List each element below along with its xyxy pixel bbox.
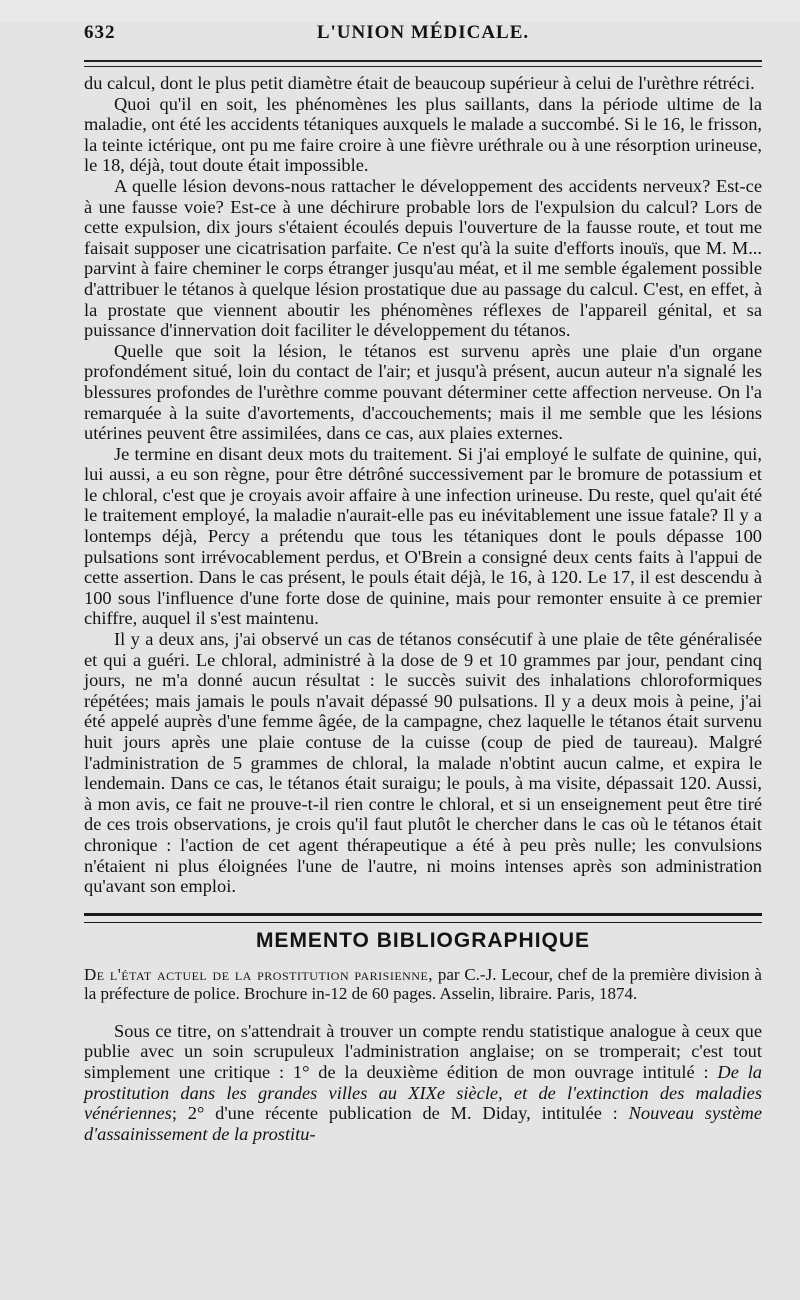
- entry-heading: De l'état actuel de la prostitution parisienne,: [84, 964, 434, 984]
- paragraph: Je termine en disant deux mots du traitement. Si j'ai employé le sulfate de quinine, qui, lui aussi, a eu son règne, pour être détrôné successivement par le bromure de potassium et le chloral, c'est que je croyais avoir affaire à une infection urineuse. Du reste, quel qu'ait été le traitement employé, la maladie n'aurait-elle pas eu inévitablement une issue fatale? Il y a lontemps déjà, Percy a prétendu que tous les tétaniques dont le pouls dépasse 100 pulsations sont irrévocablement perdus, et O'Brein a consigné deux cents faits à l'appui de cette assertion. Dans le cas présent, le pouls était déjà, le 16, à 120. Le 17, il est descendu à 100 sous l'influence d'une forte dose de quinine, mais pour remonter ensuite à ce premier chiffre, auquel il s'est maintenu.: [84, 443, 762, 629]
- section-title: MEMENTO BIBLIOGRAPHIQUE: [255, 928, 591, 952]
- book-title: Nouveau système d'assainissement de la prostitu-: [84, 1103, 762, 1144]
- entry-details: par C.-J. Lecour, chef de la première division à la préfecture de police. Brochure in-12 de 60 pages. Asselin, libraire. Paris, 1874.: [84, 964, 762, 1003]
- paragraph: Il y a deux ans, j'ai observé un cas de tétanos consécutif à une plaie de tête généralisée et qui a guéri. Le chloral, administré à la dose de 9 et 10 grammes par jour, pendant cinq jours, ne m'a donné aucun résultat : le succès suivit des inhalations chloroformiques répétées; mais jamais le pouls n'avait dépassé 90 pulsations. Il y a deux mois à peine, j'ai été appelé auprès d'une femme âgée, de la campagne, chez laquelle le tétanos était survenu huit jours après une plaie contuse de la cuisse (coup de pied de taureau). Malgré l'administration de 5 grammes de chloral, la malade n'obtint aucun calme, et expira le lendemain. Dans ce cas, le tétanos était suraigu; le pouls, à ma visite, dépassait 120. Aussi, à mon avis, ce fait ne prouve-t-il rien contre le chloral, et si un enseignement peut être tiré de ces trois observations, je crois qu'il faut plutôt le chercher dans le cas où le tétanos était chronique : l'action de cet agent thérapeutique a été à peu près nulle; les convulsions n'étaient ni plus éloignées l'une de l'autre, ni moins intenses après son administration qu'avant son emploi.: [84, 629, 762, 897]
- paragraph: [84, 1021, 762, 1145]
- page-number: 632: [84, 22, 116, 43]
- running-title: L'UNION MÉDICALE.: [316, 22, 530, 43]
- paragraph: A quelle lésion devons-nous rattacher le développement des accidents nerveux? Est-ce à une fausse voie? Est-ce à une déchirure probable lors de l'expulsion du calcul? Lors de cette expulsion, dix jours s'étaient écoulés depuis l'ouverture de la fausse route, et tout me faisait supposer une cicatrisation parfaite. Ce n'est qu'à la suite d'efforts inouïs, que M. M... parvint à faire cheminer le corps étranger jusqu'au méat, et il me semble également possible d'attribuer le tétanos à quelque lésion prostatique due au passage du calcul. C'est, en effet, à la prostate que viennent aboutir les phénomènes réflexes de l'appareil génital, et sa puissance d'innervation doit faciliter le développement du tétanos.: [84, 175, 762, 341]
- review-body: [84, 1021, 762, 1145]
- paragraph-middle: ; 2° d'une récente publication de M. Diday, intitulée :: [171, 1103, 629, 1124]
- paragraph: Quoi qu'il en soit, les phénomènes les plus saillants, dans la période ultime de la maladie, ont été les accidents tétaniques auxquels le malade a succombé. Si le 16, le frisson, la teinte ictérique, ont pu me faire croire à une fièvre uréthrale ou à une résorption urineuse, le 18, déjà, tout doute était impossible.: [84, 93, 762, 176]
- paragraph: Quelle que soit la lésion, le tétanos est survenu après une plaie d'un organe profondément situé, loin du contact de l'air; et jusqu'à présent, aucun auteur n'a signalé les blessures profondes de l'urèthre comme pouvant déterminer cette affection nerveuse. On l'a remarquée à la suite d'avortements, d'accouchements; mais il me semble que les lésions utérines peuvent être assimilées, dans ce cas, aux plaies externes.: [84, 340, 762, 444]
- section-rule: [84, 913, 762, 923]
- article-body: [84, 73, 762, 897]
- bibliography-entry: [84, 965, 762, 1003]
- paragraph-start: Sous ce titre, on s'attendrait à trouver un compte rendu statistique analogue à ceux que publie avec un soin scrupuleux l'administration anglaise; on se tromperait; c'est tout simplement une critique : 1° de la deuxième édition de mon ouvrage intitulé :: [84, 1020, 762, 1082]
- book-title: De la prostitution dans les grandes villes au XIXe siècle, et de l'extinction des maladies vénériennes: [84, 1061, 762, 1124]
- header-rule: [84, 60, 762, 67]
- page-header: [84, 22, 762, 56]
- page: [0, 22, 800, 1300]
- paragraph: du calcul, dont le plus petit diamètre était de beaucoup supérieur à celui de l'urèthre rétréci.: [84, 73, 755, 93]
